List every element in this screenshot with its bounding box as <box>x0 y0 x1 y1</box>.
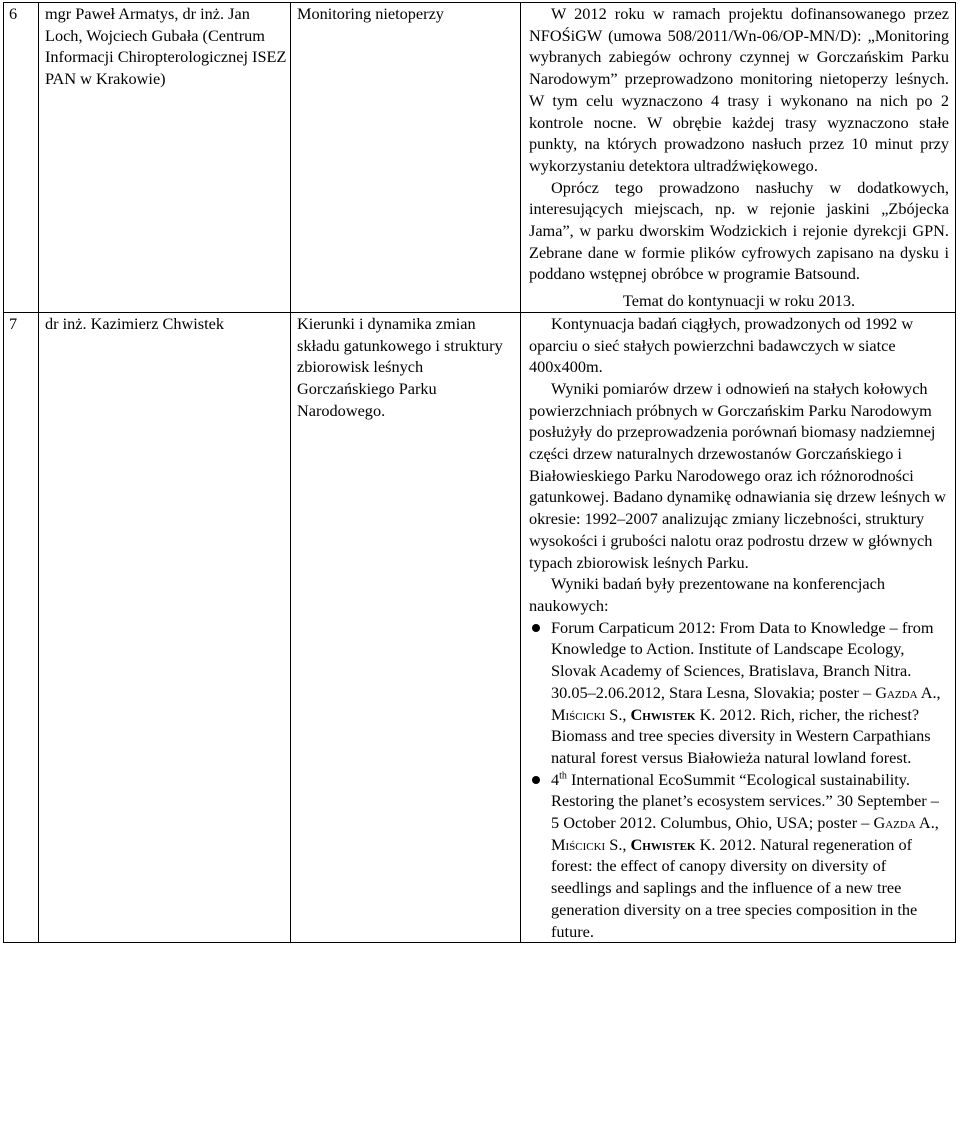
row-number: 6 <box>4 3 39 313</box>
author-initial: S., <box>605 704 631 724</box>
author-surname: Chwistek <box>630 704 696 724</box>
description-paragraph: Wyniki pomiarów drzew i odnowień na stałych kołowych powierzchniach próbnych w Gorczańskim Parku Narodowym posłużyły do przeprowadzenia porównań biomasy nadziemnej części drzew naturalnych drzewostanów Gorczańskiego i Białowieskiego Parku Narodowego oraz ich różnorodności gatunkowej. Badano dynamikę odnawiania się drzew leśnych w okresie: 1992–2007 analizując zmiany liczebności, struktury wysokości i grubości nalotu oraz podrostu drzew w głównych typach zbiorowisk leśnych Parku. <box>529 378 946 572</box>
author-initial: S., <box>605 834 631 854</box>
description-paragraph: Kontynuacja badań ciągłych, prowadzonych od 1992 w oparciu o sieć stałych powierzchni badawczych w siatce 400x400m. <box>529 313 914 377</box>
author-cell: dr inż. Kazimierz Chwistek <box>39 312 291 942</box>
research-table <box>3 2 956 943</box>
author-surname: Chwistek <box>630 834 696 854</box>
topic-cell: Kierunki i dynamika zmian składu gatunkowego i struktury zbiorowisk leśnych Gorczańskiego Parku Narodowego. <box>291 312 521 942</box>
conference-text: K. 2012. Natural regeneration of forest: the effect of canopy diversity on diversity of seedlings and saplings and the influence of a new tree generation diversity on a tree species composition in the future. <box>551 834 918 941</box>
conference-text: International EcoSummit “Ecological sustainability. Restoring the planet’s ecosystem services.” 30 September – 5 October 2012. Columbus, Ohio, USA; poster – <box>551 769 939 833</box>
author-surname: Gazda <box>873 813 916 833</box>
bullet-icon <box>532 776 540 784</box>
row-number: 7 <box>4 312 39 942</box>
ordinal-suffix: th <box>559 770 567 782</box>
description-cell <box>521 312 956 942</box>
description-paragraph: Wyniki badań były prezentowane na konferencjach naukowych: <box>529 574 885 615</box>
author-initial: A., <box>917 682 941 702</box>
author-cell: mgr Paweł Armatys, dr inż. Jan Loch, Wojciech Gubała (Centrum Informacji Chiropterologicznej ISEZ PAN w Krakowie) <box>39 3 291 313</box>
author-surname: Miścicki <box>551 704 606 724</box>
author-surname: Gazda <box>875 682 918 702</box>
list-item <box>529 769 949 943</box>
conference-text: Forum Carpaticum 2012: From Data to Knowledge – from Knowledge to Action. Institute of Landscape Ecology, Slovak Academy of Sciences, Bratislava, Branch Nitra. 30.05–2.06.2012, Stara Lesna, Slovakia; poster – <box>551 617 934 702</box>
continuation-note: Temat do kontynuacji w roku 2013. <box>622 291 856 311</box>
ordinal-number: 4 <box>551 769 560 789</box>
author-initial: A., <box>915 813 939 833</box>
description-cell <box>521 3 956 313</box>
list-item <box>529 617 949 769</box>
author-surname: Miścicki <box>551 834 606 854</box>
topic-cell: Monitoring nietoperzy <box>291 3 521 313</box>
conference-list <box>529 617 949 943</box>
conference-text: K. 2012. Rich, richer, the richest? Biomass and tree species diversity in Western Carpathians natural forest versus Białowieża natural lowland forest. <box>551 704 931 767</box>
table-row <box>4 312 956 942</box>
bullet-icon <box>532 624 540 632</box>
table-row <box>4 3 956 313</box>
description-paragraph: W 2012 roku w ramach projektu dofinansowanego przez NFOŚiGW (umowa 508/2011/Wn-06/OP-MN/D): „Monitoring wybranych zabiegów ochrony czynnej w Gorczańskim Parku Narodowym” przeprowadzono monitoring nietoperzy leśnych. W tym celu wyznaczono 4 trasy i wykonano na nich po 2 kontrole nocne. W obrębie każdej trasy wyznaczono stałe punkty, na których prowadzono nasłuch przez 10 minut przy wykorzystaniu detektora ultradźwiękowego. <box>529 4 949 175</box>
description-paragraph: Oprócz tego prowadzono nasłuchy w dodatkowych, interesujących miejscach, np. w rejonie jaskini „Zbójecka Jama”, w parku dworskim Wodzickich i rejonie dyrekcji GPN. Zebrane dane w formie plików cyfrowych zapisano na dysku i poddano wstępnej obróbce w programie Batsound. <box>529 177 949 284</box>
